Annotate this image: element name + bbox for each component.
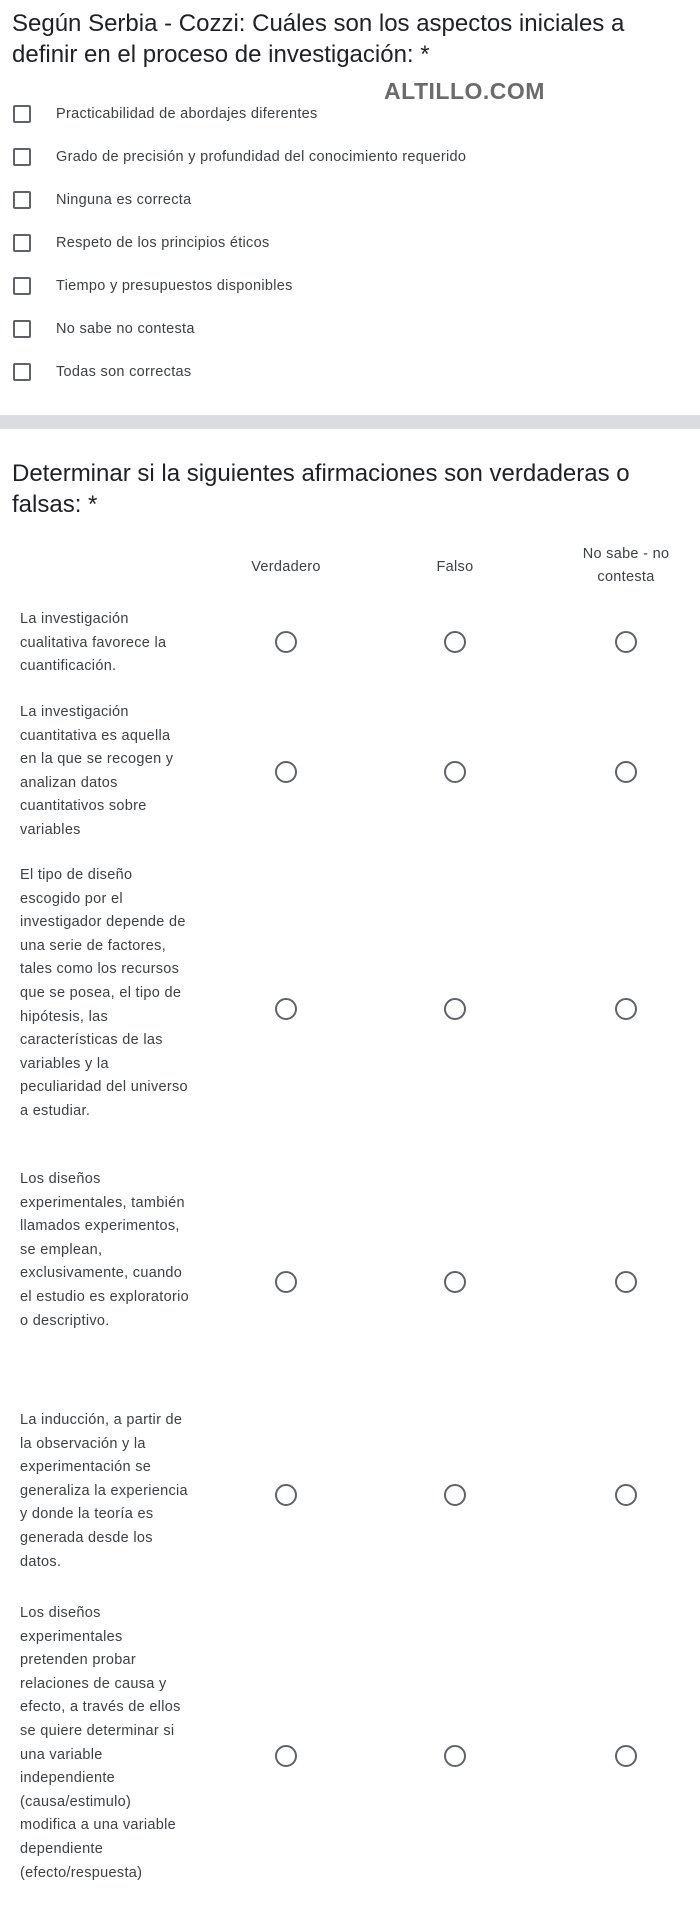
column-header-falso: Falso: [436, 559, 474, 575]
radio-row3-falso[interactable]: [444, 998, 466, 1020]
radio-row6-falso[interactable]: [444, 1745, 466, 1767]
radio-row4-verdadero[interactable]: [275, 1271, 297, 1293]
radio-row2-falso[interactable]: [444, 761, 466, 783]
option-label: Ninguna es correcta: [56, 191, 192, 208]
option-no-sabe[interactable]: [12, 307, 692, 350]
radio-row5-verdadero[interactable]: [275, 1484, 297, 1506]
question-2-title: Determinar si la siguientes afirmaciones son verdaderas o falsas: *: [12, 460, 630, 518]
radio-row2-verdadero[interactable]: [275, 761, 297, 783]
watermark-logo: ALTILLO.COM: [384, 78, 545, 104]
option-practicabilidad[interactable]: [12, 92, 692, 135]
question-1-card: [12, 8, 692, 393]
radio-row4-no-sabe[interactable]: [615, 1271, 637, 1293]
row-label-3: El tipo de diseño escogido por el investigador depende de una serie de factores, tales como los recursos que se posea, el tipo de hipótesis, las características de las variables y la peculiaridad del universo a estudiar.: [20, 867, 188, 1119]
option-ninguna-correcta[interactable]: [12, 178, 692, 221]
question-1-title: Según Serbia - Cozzi: Cuáles son los aspectos iniciales a definir en el proceso de investigación: *: [12, 10, 625, 68]
row-label-6: Los diseños experimentales pretenden probar relaciones de causa y efecto, a través de ellos se quiere determinar si una variable independiente (causa/estimulo) modifica a una variable dependiente (efecto/respuesta): [20, 1605, 181, 1881]
option-principios-eticos[interactable]: [12, 221, 692, 264]
option-label: Respeto de los principios éticos: [56, 234, 270, 251]
radio-row5-falso[interactable]: [444, 1484, 466, 1506]
question-2-card: [12, 458, 692, 520]
row-label-2: La investigación cuantitativa es aquella en la que se recogen y analizan datos cuantitativos sobre variables: [20, 704, 174, 838]
option-grado-precision[interactable]: [12, 135, 692, 178]
radio-row6-verdadero[interactable]: [275, 1745, 297, 1767]
checkbox-icon[interactable]: [13, 277, 31, 295]
checkbox-icon[interactable]: [13, 105, 31, 123]
checkbox-icon[interactable]: [13, 148, 31, 166]
radio-row1-verdadero[interactable]: [275, 631, 297, 653]
option-label: Practicabilidad de abordajes diferentes: [56, 105, 318, 122]
radio-row1-no-sabe[interactable]: [615, 631, 637, 653]
option-label: Todas son correctas: [56, 363, 192, 380]
checkbox-icon[interactable]: [13, 320, 31, 338]
checkbox-icon[interactable]: [13, 191, 31, 209]
option-tiempo-presupuesto[interactable]: [12, 264, 692, 307]
question-1-options: [12, 92, 692, 393]
radio-row3-verdadero[interactable]: [275, 998, 297, 1020]
option-label: No sabe no contesta: [56, 320, 195, 337]
checkbox-icon[interactable]: [13, 234, 31, 252]
column-header-verdadero: Verdadero: [251, 559, 321, 575]
radio-row1-falso[interactable]: [444, 631, 466, 653]
column-header-no-sabe: No sabe - no contesta: [582, 546, 670, 585]
checkbox-icon[interactable]: [13, 363, 31, 381]
row-label-1: La investigación cualitativa favorece la cuantificación.: [20, 611, 167, 675]
radio-row5-no-sabe[interactable]: [615, 1484, 637, 1506]
radio-row2-no-sabe[interactable]: [615, 761, 637, 783]
option-label: Tiempo y presupuestos disponibles: [56, 277, 293, 294]
option-label: Grado de precisión y profundidad del conocimiento requerido: [56, 148, 467, 165]
radio-row6-no-sabe[interactable]: [615, 1745, 637, 1767]
radio-row4-falso[interactable]: [444, 1271, 466, 1293]
option-todas-correctas[interactable]: [12, 350, 692, 393]
radio-row3-no-sabe[interactable]: [615, 998, 637, 1020]
row-label-4: Los diseños experimentales, también llamados experimentos, se emplean, exclusivamente, cuando el estudio es exploratorio o descriptivo.: [20, 1171, 190, 1329]
section-divider: [0, 415, 700, 429]
row-label-5: La inducción, a partir de la observación y la experimentación se generaliza la experiencia y donde la teoría es generada desde los datos.: [20, 1412, 188, 1570]
